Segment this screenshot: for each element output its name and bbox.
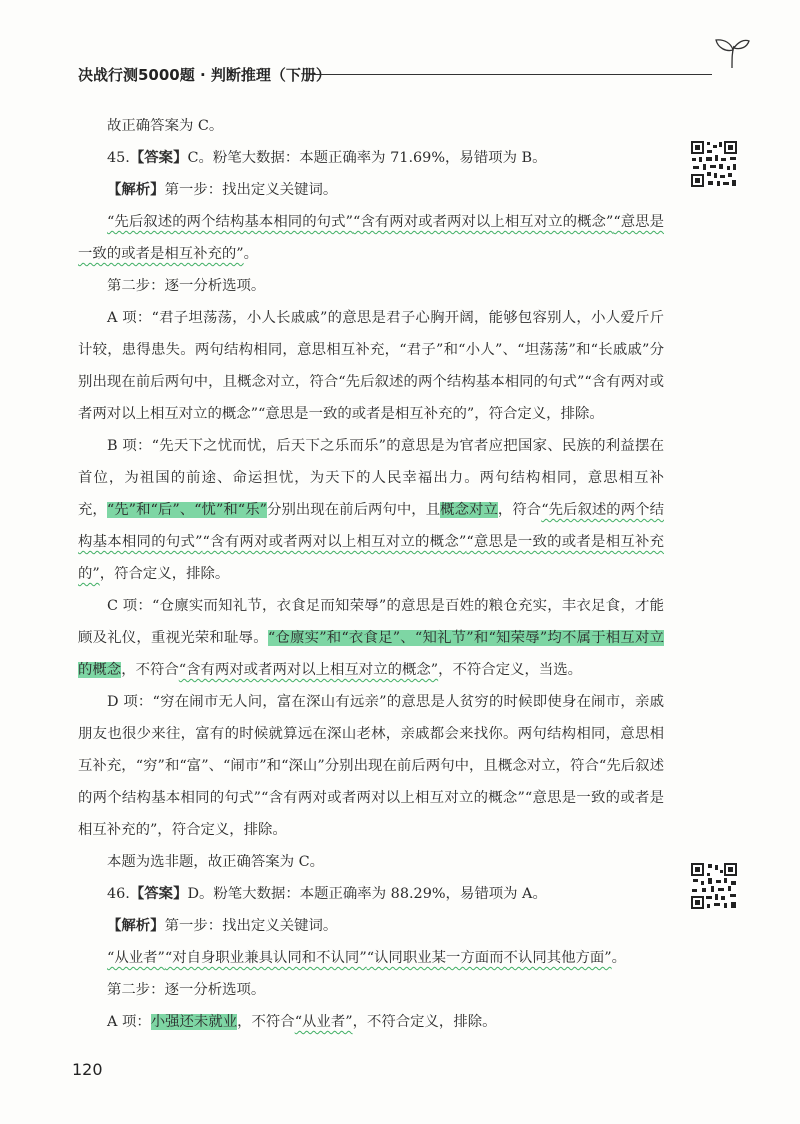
highlighted-text: “仓廪实”和“衣食足”、“知礼节”和“知荣辱”均不属于相互对立的概念	[78, 630, 664, 678]
underlined-keyword: “意思是一致的或者是相互补充的”	[78, 534, 665, 582]
paragraph	[78, 174, 664, 206]
section-tag: 【答案】	[129, 149, 188, 166]
leaf-icon	[712, 36, 752, 74]
text-segment: D 项：“穷在闹市无人问，富在深山有远亲”的意思是人贫穷的时候即使身在闹市，亲戚朋友也很少来往，富有的时候就算远在深山老林，亲戚都会来找你。两句结构相同，意思相互补充，“穷”和“富”、“闹市”和“深山”分别出现在前后两句中，且概念对立，符合“先后叙述的两个结构基本相同的句式”“含有两对或者两对以上相互对立的概念”“意思是一致的或者是相互补充的”，符合定义，排除。	[78, 694, 664, 838]
text-segment: ，符合定义，排除。	[99, 566, 230, 582]
text-segment: 第二步：逐一分析选项。	[107, 278, 266, 294]
paragraph	[78, 142, 664, 174]
text-segment: 第一步：找出定义关键词。	[164, 182, 338, 198]
section-tag: 【解析】	[107, 181, 165, 198]
running-header	[78, 64, 728, 88]
paragraph	[78, 686, 664, 846]
paragraph	[78, 270, 664, 302]
paragraph	[78, 430, 664, 590]
underlined-keyword: “含有两对或者两对以上相互对立的概念”	[202, 534, 467, 550]
highlighted-text: “先”和“后”、“忧”和“乐”	[106, 502, 267, 518]
paragraph	[78, 878, 664, 910]
text-segment: A 项：“君子坦荡荡，小人长戚戚”的意思是君子心胸开阔，能够包容别人，小人爱斤斤计较，患得患失。两句结构相同，意思相互补充，“君子”和“小人”、“坦荡荡”和“长戚戚”分别出现在前后两句中，且概念对立，符合“先后叙述的两个结构基本相同的句式”“含有两对或者两对以上相互对立的概念”“意思是一致的或者是相互补充的”，符合定义，排除。	[78, 310, 664, 422]
text-segment: 。	[611, 950, 627, 966]
text-segment: 本题为选非题，故正确答案为 C。	[107, 854, 325, 870]
qr-code-icon	[690, 862, 738, 910]
text-segment: ，不符合	[121, 662, 179, 678]
underlined-keyword: “含有两对或者两对以上相互对立的概念”	[352, 214, 614, 230]
paragraph	[78, 302, 664, 430]
underlined-keyword: “先后叙述的两个结构基本相同的句式”	[78, 502, 664, 550]
page-number: 120	[72, 1060, 103, 1079]
text-segment: 。	[243, 246, 259, 262]
answer-explanations	[78, 110, 664, 1038]
text-segment: C 项：“仓廪实而知礼节，衣食足而知荣辱”的意思是百姓的粮仓充实，丰衣足食，才能顾及礼仪，重视光荣和耻辱。	[78, 598, 664, 646]
text-segment: ，不符合	[237, 1014, 295, 1030]
text-segment: ，不符合定义，排除。	[352, 1014, 497, 1030]
paragraph	[78, 910, 664, 942]
text-segment: 故正确答案为 C。	[107, 118, 224, 134]
highlighted-text: 概念对立	[440, 502, 498, 518]
text-segment: 分别出现在前后两句中，且	[266, 502, 441, 518]
header-rule	[310, 74, 712, 75]
paragraph	[78, 846, 664, 878]
text-segment: ，符合	[497, 502, 542, 518]
underlined-keyword: “从业者”	[294, 1014, 353, 1030]
text-segment: C。粉笔大数据：本题正确率为 71.69%，易错项为 B。	[187, 150, 547, 166]
highlighted-text: 小强还未就业	[150, 1014, 238, 1030]
paragraph	[78, 974, 664, 1006]
underlined-keyword: “先后叙述的两个结构基本相同的句式”	[107, 214, 353, 230]
text-segment: 46.	[107, 886, 130, 902]
underlined-keyword: “含有两对或者两对以上相互对立的概念”	[178, 662, 439, 678]
paragraph	[78, 590, 664, 686]
text-segment: 第一步：找出定义关键词。	[164, 918, 338, 934]
text-segment: D。粉笔大数据：本题正确率为 88.29%，易错项为 A。	[187, 886, 547, 902]
book-title: 决战行测5000题 · 判断推理（下册）	[78, 66, 331, 84]
qr-code-icon	[690, 140, 738, 188]
section-tag: 【答案】	[129, 885, 188, 902]
underlined-keyword: “从业者”	[107, 950, 165, 966]
paragraph	[78, 942, 664, 974]
section-tag: 【解析】	[107, 917, 165, 934]
text-segment: 第二步：逐一分析选项。	[107, 982, 266, 998]
paragraph	[78, 206, 664, 270]
text-segment: B 项：“先天下之忧而忧，后天下之乐而乐”的意思是为官者应把国家、民族的利益摆在首位，为祖国的前途、命运担忧，为天下的人民幸福出力。两句结构相同，意思相互补充，	[78, 438, 664, 518]
text-segment: 45.	[107, 150, 130, 166]
underlined-keyword: “意思是一致的或者是相互补充的”	[78, 214, 665, 262]
underlined-keyword: “对自身职业兼具认同和不认同”	[164, 950, 367, 966]
underlined-keyword: “认同职业某一方面而不认同其他方面”	[366, 950, 612, 966]
paragraph	[78, 110, 664, 142]
text-segment: A 项：	[107, 1014, 151, 1030]
paragraph	[78, 1006, 664, 1038]
text-segment: ，不符合定义，当选。	[438, 662, 583, 678]
